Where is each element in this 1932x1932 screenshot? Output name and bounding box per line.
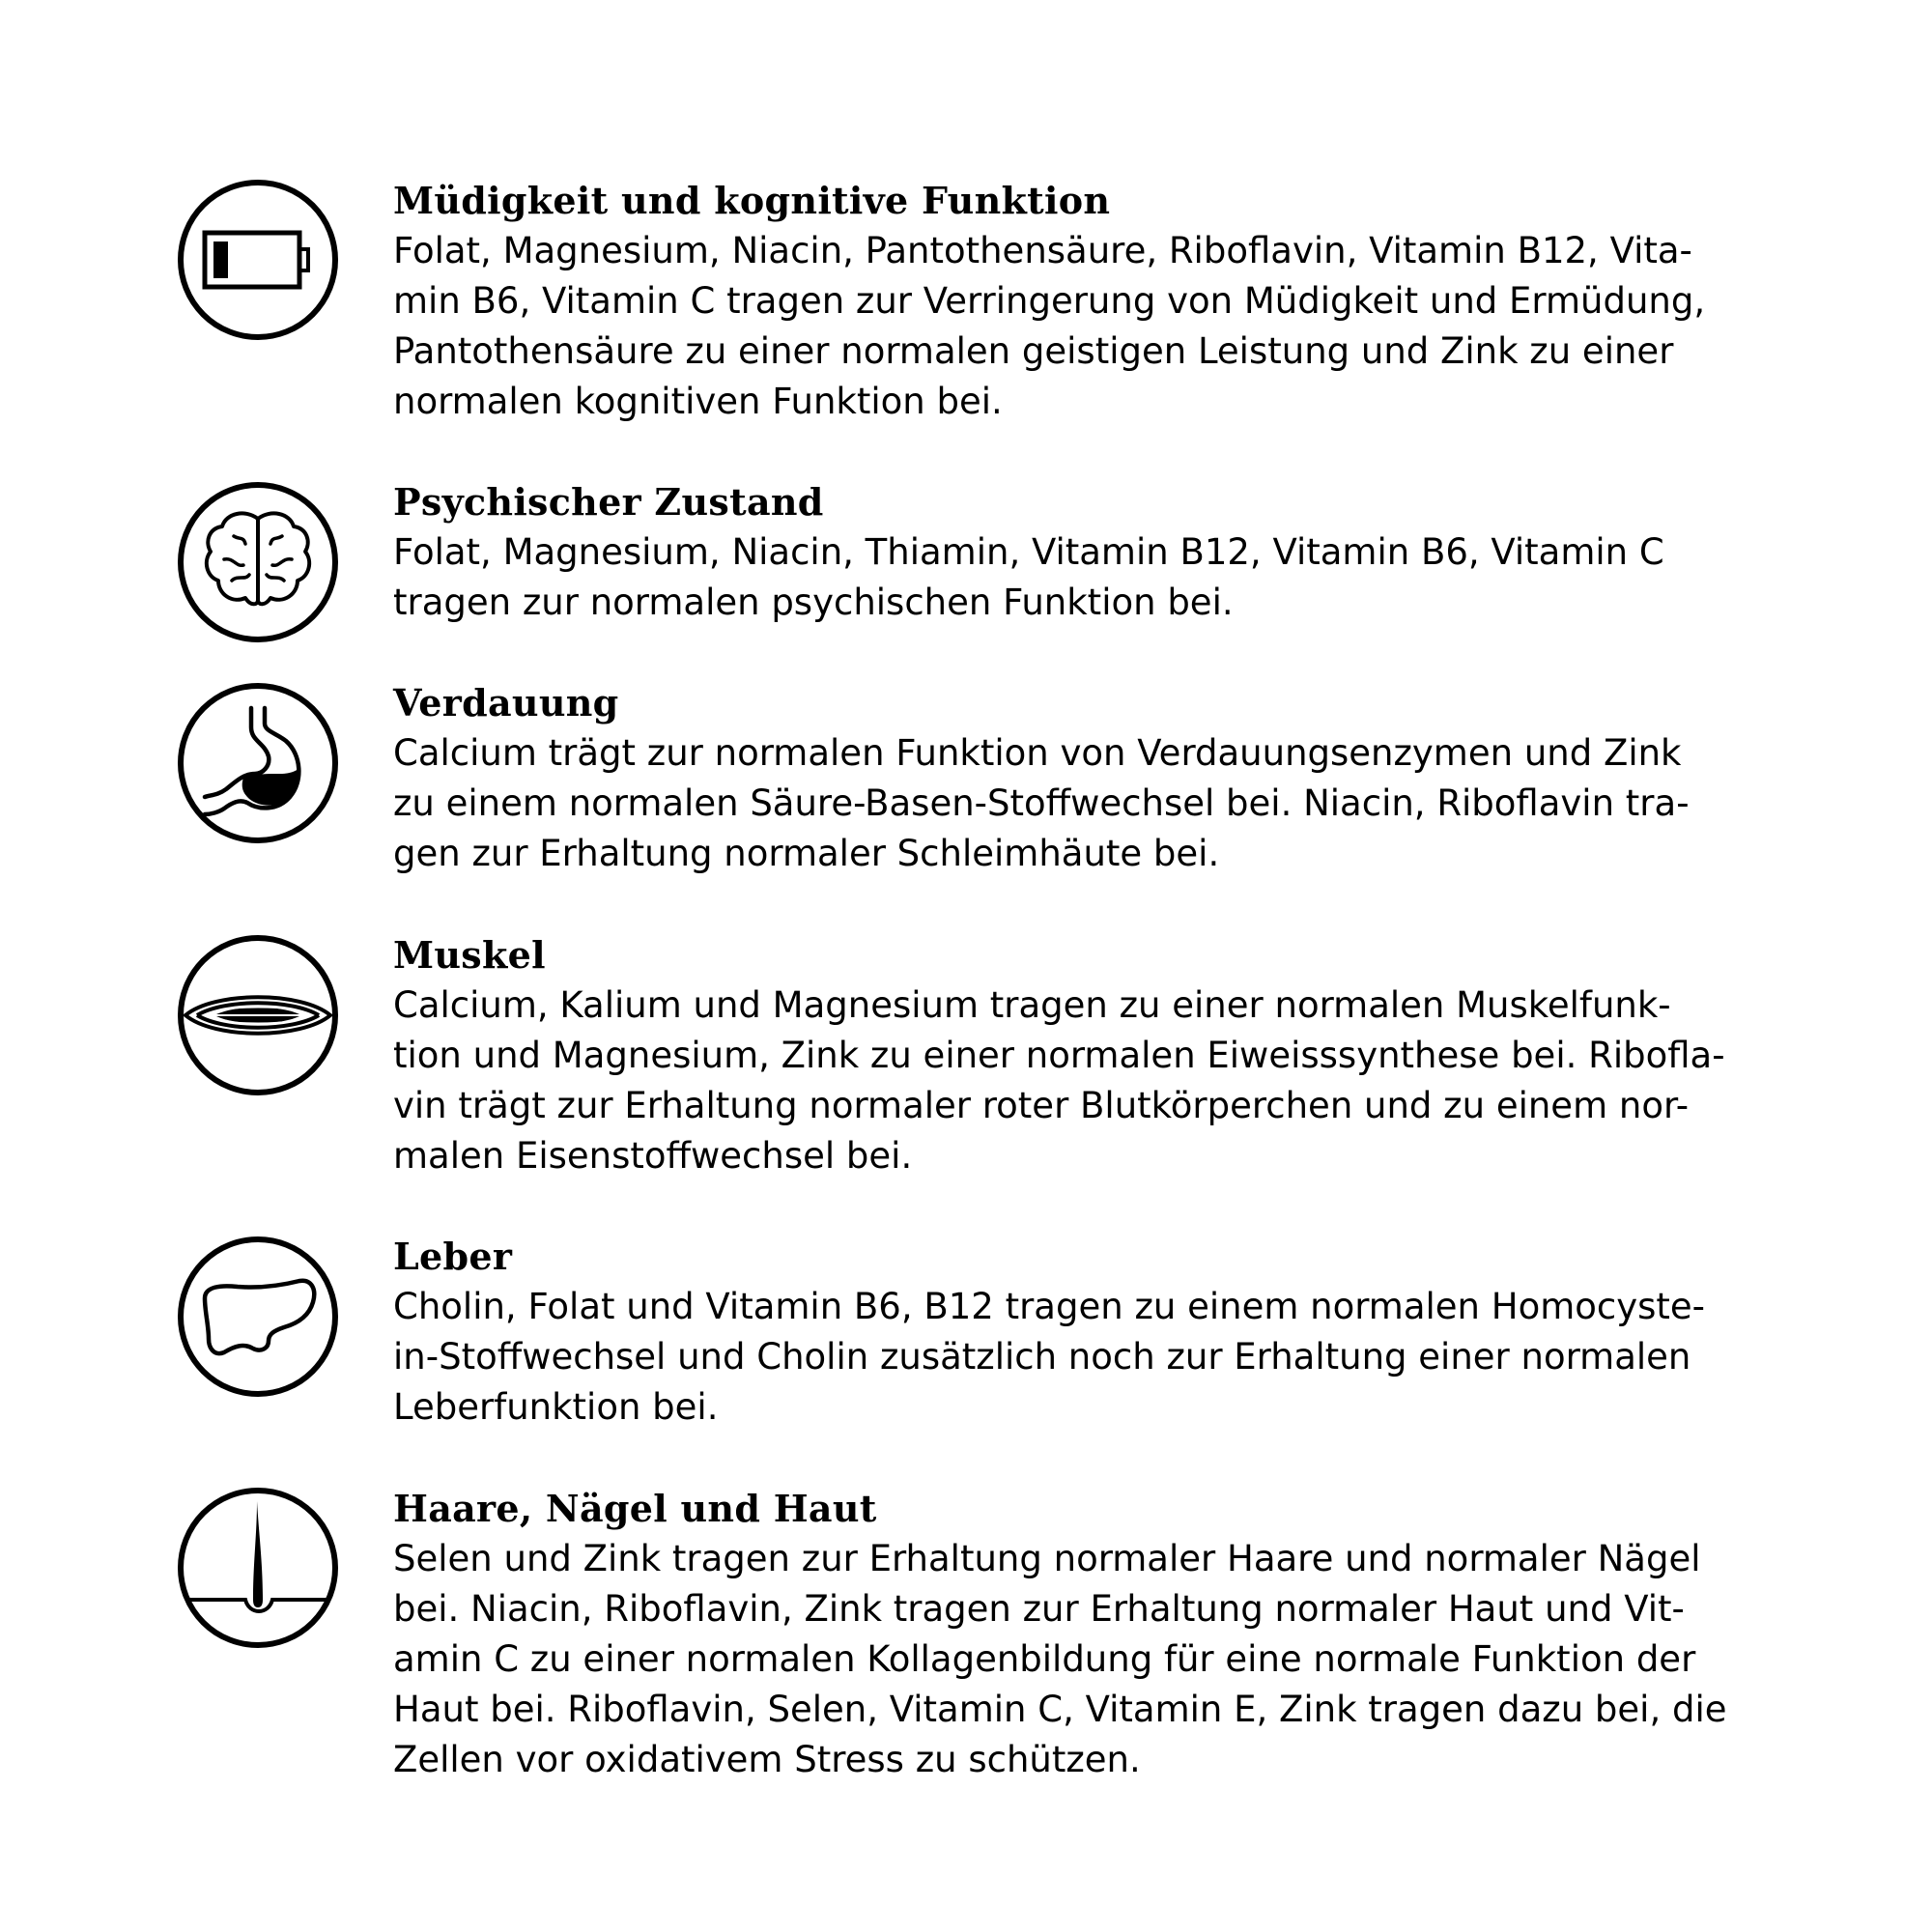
body-line: Folat, Magnesium, Niacin, Thiamin, Vitamin B12, Vitamin B6, Vitamin C	[393, 531, 1664, 573]
body-line: Haut bei. Riboflavin, Selen, Vitamin C, Vitamin E, Zink tragen dazu bei, die	[393, 1689, 1727, 1730]
section-body	[393, 728, 1784, 879]
body-line: Calcium, Kalium und Magnesium tragen zu einer normalen Muskelfunk-	[393, 984, 1671, 1026]
brain-icon	[176, 480, 340, 644]
body-line: in-Stoffwechsel und Cholin zusätzlich noch zur Erhaltung einer normalen	[393, 1336, 1691, 1378]
body-line: Pantothensäure zu einer normalen geistigen Leistung und Zink zu einer	[393, 330, 1674, 372]
body-line: Cholin, Folat und Vitamin B6, B12 tragen zu einem normalen Homocyste-	[393, 1286, 1706, 1327]
hair-follicle-icon	[176, 1486, 340, 1650]
body-line: Calcium trägt zur normalen Funktion von Verdauungsenzymen und Zink	[393, 732, 1682, 774]
body-line: normalen kognitiven Funktion bei.	[393, 381, 1003, 422]
body-line: tragen zur normalen psychischen Funktion bei.	[393, 582, 1234, 623]
section-title: Leber	[393, 1235, 513, 1278]
section-body	[393, 1282, 1784, 1433]
section-body	[393, 1534, 1784, 1785]
body-line: amin C zu einer normalen Kollagenbildung für eine normale Funktion der	[393, 1638, 1696, 1680]
section-body	[393, 226, 1784, 427]
liver-icon	[176, 1235, 340, 1399]
section-body	[393, 980, 1784, 1181]
body-line: bei. Niacin, Riboflavin, Zink tragen zur Erhaltung normaler Haut und Vit-	[393, 1588, 1685, 1630]
muscle-icon	[176, 933, 340, 1097]
section-body	[393, 527, 1784, 628]
section-title: Psychischer Zustand	[393, 480, 824, 524]
body-line: Selen und Zink tragen zur Erhaltung normaler Haare und normaler Nägel	[393, 1538, 1701, 1579]
body-line: vin trägt zur Erhaltung normaler roter Blutkörperchen und zu einem nor-	[393, 1085, 1690, 1126]
body-line: zu einem normalen Säure-Basen-Stoffwechsel bei. Niacin, Riboflavin tra-	[393, 782, 1690, 824]
body-line: Zellen vor oxidativem Stress zu schützen.	[393, 1739, 1141, 1780]
battery-low-icon	[176, 178, 340, 342]
body-line: Folat, Magnesium, Niacin, Pantothensäure, Riboflavin, Vitamin B12, Vita-	[393, 230, 1692, 271]
section-title: Muskel	[393, 933, 546, 977]
body-line: tion und Magnesium, Zink zu einer normalen Eiweisssynthese bei. Ribofla-	[393, 1035, 1725, 1076]
section-title: Haare, Nägel und Haut	[393, 1487, 877, 1530]
body-line: malen Eisenstoffwechsel bei.	[393, 1135, 913, 1177]
stomach-icon	[176, 681, 340, 845]
body-line: Leberfunktion bei.	[393, 1386, 719, 1428]
section-title: Verdauung	[393, 681, 619, 724]
body-line: min B6, Vitamin C tragen zur Verringerung von Müdigkeit und Ermüdung,	[393, 280, 1706, 322]
section-title: Müdigkeit und kognitive Funktion	[393, 179, 1111, 222]
body-line: gen zur Erhaltung normaler Schleimhäute bei.	[393, 833, 1220, 874]
